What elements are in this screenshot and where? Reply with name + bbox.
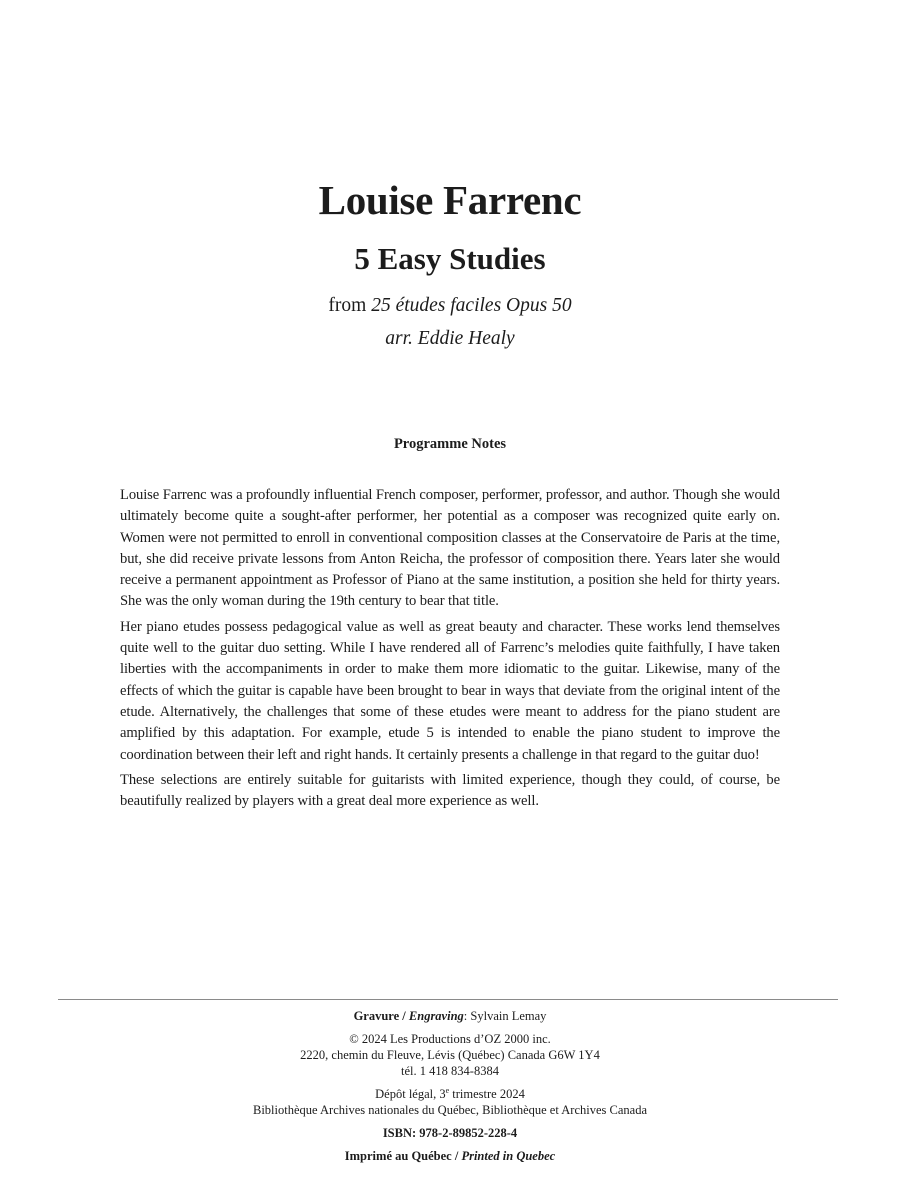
notes-paragraph-1: Louise Farrenc was a profoundly influential French composer, performer, professor, and author. Though she would ultimately become quite a sought-after performer, her potential as a composer was recognized quite early on. Women were not permitted to enroll in conventional composition classes at the Conservatoire de Paris at the time, but, she did receive private lessons from Anton Reicha, the professor of composition there. Years later she would receive a permanent appointment as Professor of Piano at the same institution, a position she held for thirty years. She was the only woman during the 19th century to bear that title. — [120, 487, 780, 610]
legal-deposit — [0, 1086, 900, 1118]
footer-divider — [58, 999, 838, 1000]
copyright-line: © 2024 Les Productions d’OZ 2000 inc. — [349, 1032, 551, 1046]
engraving-label-en: Engraving — [408, 1009, 464, 1023]
from-prefix: from — [328, 295, 367, 316]
printed-en: Printed in Quebec — [461, 1149, 556, 1163]
programme-notes-heading: Programme Notes — [393, 436, 507, 452]
printed-in — [0, 1148, 900, 1164]
programme-notes-body — [120, 485, 780, 816]
publisher-info — [0, 1031, 900, 1079]
isbn: ISBN: 978-2-89852-228-4 — [382, 1126, 518, 1140]
legal-deposit-suffix: trimestre 2024 — [449, 1087, 525, 1101]
legal-deposit-line — [0, 1086, 900, 1102]
composer-title: Louise Farrenc — [318, 177, 582, 223]
source-line — [0, 295, 900, 317]
notes-paragraph-3: These selections are entirely suitable for guitarists with limited experience, though they could, of course, be beautifully realized by players with a great deal more experience as well. — [120, 771, 780, 810]
printed-fr: Imprimé au Québec / — [344, 1149, 459, 1163]
notes-paragraph-2: Her piano etudes possess pedagogical value as well as great beauty and character. These works lend themselves quite well to the guitar duo setting. While I have rendered all of Farrenc’s melodies quite faithfully, I have taken liberties with the accompaniments in order to make them more idiomatic to the guitar. Likewise, many of the effects of which the guitar is capable have been brought to bear in ways that deviate from the original intent of the etude. Alternatively, the challenges that some of these etudes were meant to address for the piano student are amplified by this adaptation. For example, etude 5 is intended to enable the piano student to improve the coordination between their left and right hands. It certainly presents a challenge in that regard to the guitar duo! — [120, 618, 780, 763]
legal-deposit-prefix: Dépôt légal, 3 — [375, 1087, 446, 1101]
engraver-name: : Sylvain Lemay — [463, 1009, 547, 1023]
colophon — [0, 1008, 900, 1171]
engraving-label-fr: Gravure / — [353, 1009, 406, 1023]
work-title: 5 Easy Studies — [354, 241, 546, 276]
source-work-title: 25 études faciles Opus 50 — [371, 295, 572, 316]
legal-deposit-ordinal: e — [445, 1085, 450, 1095]
libraries-line: Bibliothèque Archives nationales du Québec, Bibliothèque et Archives Canada — [253, 1103, 647, 1117]
arranger-credit: arr. Eddie Healy — [385, 328, 515, 349]
publisher-address: 2220, chemin du Fleuve, Lévis (Québec) Canada G6W 1Y4 — [300, 1048, 600, 1062]
engraving-credit — [0, 1008, 900, 1024]
publisher-phone: tél. 1 418 834-8384 — [401, 1064, 499, 1078]
